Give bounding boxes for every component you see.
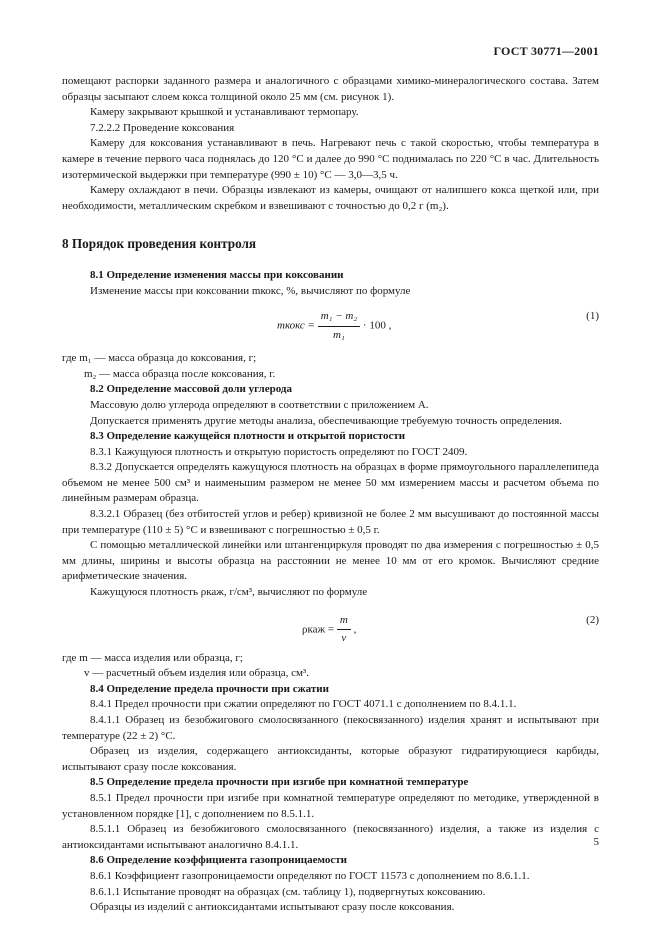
where-line: где m — масса изделия или образца, г; [62, 651, 243, 664]
paragraph: Образцы из изделий с антиоксидантами испытывают сразу после коксования. [90, 901, 455, 914]
subsection-title: 7.2.2.2 Проведение коксования [90, 121, 235, 134]
where-line: m₂ — масса образца после коксования, г. [84, 367, 276, 380]
formula-numerator: m₁ − m₂ [318, 309, 360, 327]
paragraph: С помощью металлической линейки или штангенциркуля проводят по два измерения с погрешностью ± 0,5 мм длины, ширины и высоты образца на расстоянии не менее 10 мм от его кромок. Вычисляют средние арифметические значения. [62, 539, 599, 583]
paragraph: 8.4.1.1 Образец из безобжигового смолосвязанного (пекосвязанного) изделия хранят и испытывают при температуре (22 ± 2) °С. [62, 714, 599, 742]
paragraph: 8.4.1 Предел прочности при сжатии определяют по ГОСТ 4071.1 с дополнением по 8.4.1.1. [90, 698, 517, 711]
formula-denominator: v [341, 632, 347, 645]
paragraph: 8.6.1 Коэффициент газопроницаемости определяют по ГОСТ 11573 с дополнением по 8.6.1.1. [90, 869, 530, 882]
paragraph: помещают распорки заданного размера и аналогичного с образцами химико-минералогического состава. Затем образцы засыпают слоем кокса толщиной около 25 мм (см. рисунок 1). [62, 75, 599, 103]
page-number: 5 [593, 836, 599, 848]
formula-2 [62, 609, 599, 643]
paragraph: 8.3.2 Допускается определять кажущуюся плотность на образцах в форме прямоугольного параллелепипеда объемом не менее 500 см³ и наименьшим размером не менее 50 мм измерением массы и расчетом объема по линейным размерам образца. [62, 461, 599, 505]
formula-fraction [318, 309, 360, 343]
paragraph: Допускается применять другие методы анализа, обеспечивающие требуемую точность определения. [90, 414, 563, 427]
paragraph: Образец из изделия, содержащего антиоксиданты, которые образуют гидратирующиеся карбиды, испытывают сразу после коксования. [62, 745, 599, 773]
paragraph: 8.6.1.1 Испытание проводят на образцах (см. таблицу 1), подвергнутых коксованию. [90, 885, 486, 898]
formula-fraction [337, 613, 351, 647]
subsection-heading: 8.1 Определение изменения массы при коксовании [90, 268, 344, 281]
formula-1 [62, 305, 599, 347]
subsection-heading: 8.3 Определение кажущейся плотности и открытой пористости [90, 430, 406, 443]
paragraph: Изменение массы при коксовании mкокс, %, вычисляют по формуле [90, 284, 411, 297]
formula-denominator: m₁ [333, 328, 345, 341]
paragraph: 8.3.1 Кажущуюся плотность и открытую пористость определяют по ГОСТ 2409. [90, 445, 468, 458]
paragraph: 8.3.2.1 Образец (без отбитостей углов и ребер) кривизной не более 2 мм высушивают до постоянной массы при температуре (110 ± 5) °С и взвешивают с погрешностью ± 0,5 г. [62, 508, 599, 536]
paragraph: Камеру охлаждают в печи. Образцы извлекают из камеры, очищают от налипшего кокса щеткой или, при необходимости, металлическим скребком и взвешивают с точностью до 0,2 г (m₂). [62, 184, 599, 212]
formula-numerator: m [337, 613, 351, 631]
page-content [62, 74, 599, 916]
equation-number: (2) [586, 613, 599, 626]
equation-number: (1) [586, 310, 599, 323]
where-line: v — расчетный объем изделия или образца, см³. [84, 667, 309, 680]
subsection-heading: 8.2 Определение массовой доли углерода [90, 383, 292, 396]
paragraph: Камеру закрывают крышкой и устанавливают термопару. [90, 106, 359, 119]
section-heading: 8 Порядок проведения контроля [62, 236, 257, 252]
where-line: где m₁ — масса образца до коксования, г; [62, 352, 257, 365]
paragraph: Камеру для коксования устанавливают в печь. Нагревают печь с такой скоростью, чтобы температура в камере в течение первого часа поднялась до 120 °С и далее до 990 °С поднималась по 220 °С в час. Длительность изотермической выдержки при температуре (990 ± 10) °С — 3,0—3,5 ч. [62, 137, 599, 181]
subsection-heading: 8.5 Определение предела прочности при изгибе при комнатной температуре [90, 776, 469, 789]
formula-tail: , [353, 623, 357, 636]
formula-lhs: mкокс = [277, 319, 315, 332]
page-header: ГОСТ 30771—2001 [493, 44, 599, 58]
subsection-heading: 8.6 Определение коэффициента газопроницаемости [90, 854, 347, 867]
paragraph: Кажущуюся плотность ρкаж, г/см³, вычисляют по формуле [90, 586, 368, 599]
formula-tail: · 100 , [362, 319, 392, 332]
subsection-heading: 8.4 Определение предела прочности при сжатии [90, 682, 329, 695]
formula-lhs: ρкаж = [302, 623, 335, 636]
paragraph: Массовую долю углерода определяют в соответствии с приложением А. [90, 398, 429, 411]
paragraph: 8.5.1 Предел прочности при изгибе при комнатной температуре определяют по методике, утвержденной в установленном порядке [1], с дополнением по 8.5.1.1. [62, 791, 599, 820]
paragraph: 8.5.1.1 Образец из безобжигового смолосвязанного (пекосвязанного) изделия, а также из изделия с антиоксидантами испытывают аналогично 8.4.1.1. [62, 823, 599, 851]
